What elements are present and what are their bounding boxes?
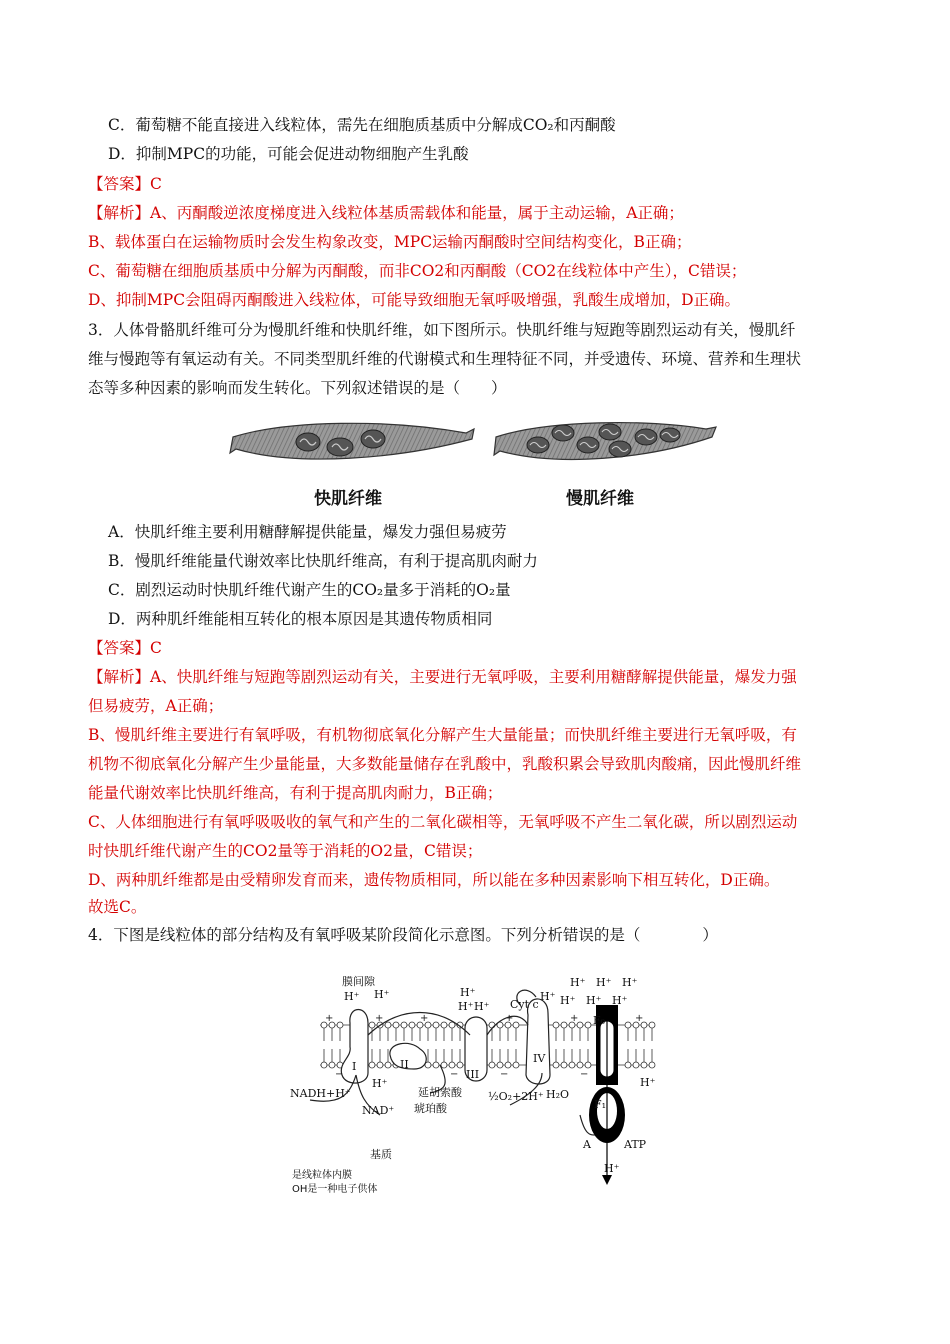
figure-caption-2: OH是一种电子供体 — [292, 1184, 378, 1195]
fast-fiber-drawing — [230, 423, 474, 459]
slow-fiber-label: 慢肌纤维 — [566, 489, 634, 509]
proton-label: H⁺ — [460, 986, 476, 999]
svg-text:−: − — [335, 1069, 344, 1080]
q3-stem-line-3: 态等多种因素的影响而发生转化。下列叙述错误的是（ ） — [88, 379, 507, 397]
proton-label: H⁺ — [374, 988, 390, 1001]
proton-label: H⁺ — [458, 1000, 474, 1013]
q3-answer — [88, 638, 868, 658]
svg-text:+: + — [375, 1013, 384, 1024]
q2-analysis-line-1 — [88, 203, 868, 223]
f1-label: F₁ — [594, 1098, 607, 1111]
q3-analysis-line-8: D、两种肌纤维都是由受精卵发育而来，遗传物质相同，所以能在多种因素影响下相互转化，D正确。 — [88, 871, 780, 889]
nadh-label: NADH+H⁺ — [290, 1087, 351, 1100]
q3-analysis-line-5: 能量代谢效率比快肌纤维高，有利于提高肌肉耐力，B正确； — [88, 784, 503, 802]
water-label: H₂O — [546, 1088, 570, 1101]
proton-label: H⁺ — [612, 994, 628, 1007]
q3-stem-line-1: 3．人体骨骼肌纤维可分为慢肌纤维和快肌纤维，如下图所示。快肌纤维与短跑等剧烈运动有关，慢肌纤 — [88, 321, 796, 339]
proton-label: H⁺ — [372, 1077, 388, 1090]
proton-label: H⁺ — [622, 976, 638, 989]
answer-tag: 【答案】 — [88, 175, 151, 193]
svg-text:+: + — [505, 1013, 514, 1024]
proton-label: H⁺ — [540, 990, 556, 1003]
f0-label: F₀ — [593, 1014, 606, 1027]
atp-label: ATP — [624, 1138, 647, 1151]
q2-analysis-line-4: D、抑制MPC会阻碍丙酮酸进入线粒体，可能导致细胞无氧呼吸增强，乳酸生成增加，D正确。 — [88, 291, 741, 309]
matrix-label: 基质 — [370, 1148, 392, 1161]
proton-label: H⁺ — [344, 990, 360, 1003]
svg-text:−: − — [500, 1069, 509, 1080]
svg-text:−: − — [580, 1069, 589, 1080]
proton-label: H⁺ — [604, 1162, 620, 1175]
answer-value: C — [150, 639, 162, 657]
oxygen-label: ½O₂+2H⁺ — [488, 1090, 544, 1103]
complex-ii-label: II — [400, 1058, 409, 1071]
succinate-label: 琥珀酸 — [414, 1102, 447, 1115]
muscle-fiber-figure — [228, 415, 718, 485]
complex-i-label: I — [352, 1060, 357, 1073]
q4-stem: 4．下图是线粒体的部分结构及有氧呼吸某阶段简化示意图。下列分析错误的是（ ） — [88, 926, 718, 944]
intermembrane-label: 膜间隙 — [342, 975, 375, 988]
analysis-text: A、快肌纤维与短跑等剧烈运动有关，主要进行无氧呼吸，主要利用糖酵解提供能量，爆发力强 — [150, 668, 797, 686]
proton-label: H⁺ — [640, 1076, 656, 1089]
svg-text:+: + — [420, 1013, 429, 1024]
proton-label: H⁺ — [596, 976, 612, 989]
proton-label: H⁺ — [586, 994, 602, 1007]
q3-stem-line-2: 维与慢跑等有氧运动有关。不同类型肌纤维的代谢模式和生理特征不同，并受遗传、环境、营养和生理状 — [88, 350, 802, 368]
q3-analysis-line-1 — [88, 667, 868, 687]
svg-text:+: + — [635, 1013, 644, 1024]
analysis-text: A、丙酮酸逆浓度梯度进入线粒体基质需载体和能量，属于主动运输，A正确； — [150, 204, 684, 222]
q2-option-d: D．抑制MPC的功能，可能会促进动物细胞产生乳酸 — [108, 145, 469, 163]
a-label: A — [583, 1138, 591, 1151]
figure-caption-1: 是线粒体内膜 — [292, 1170, 352, 1181]
q3-option-b: B．慢肌纤维能量代谢效率比快肌纤维高，有利于提高肌肉耐力 — [108, 552, 538, 570]
q2-analysis-line-3: C、葡萄糖在细胞质基质中分解为丙酮酸，而非CO2和丙酮酸（CO2在线粒体中产生），C错误； — [88, 262, 747, 280]
q3-option-a: A．快肌纤维主要利用糖酵解提供能量，爆发力强但易疲劳 — [108, 523, 507, 541]
analysis-tag: 【解析】 — [88, 204, 151, 222]
fumarate-label: 延胡索酸 — [418, 1086, 462, 1099]
q3-analysis-line-9: 故选C。 — [88, 898, 147, 916]
proton-label: H⁺ — [474, 1000, 490, 1013]
q2-option-c: C．葡萄糖不能直接进入线粒体，需先在细胞质基质中分解成CO₂和丙酮酸 — [108, 116, 616, 134]
proton-label: H⁺ — [560, 994, 576, 1007]
svg-text:+: + — [570, 1013, 579, 1024]
q3-analysis-line-2: 但易疲劳，A正确； — [88, 697, 224, 715]
complex-iv-label: IV — [533, 1052, 546, 1065]
q3-option-c: C．剧烈运动时快肌纤维代谢产生的CO₂量多于消耗的O₂量 — [108, 581, 511, 599]
q3-analysis-line-7: 时快肌纤维代谢产生的CO2量等于消耗的O2量，C错误； — [88, 842, 483, 860]
nad-label: NAD⁺ — [362, 1104, 395, 1117]
complex-iv — [526, 999, 550, 1084]
svg-text:−: − — [450, 1069, 459, 1080]
q3-option-d: D．两种肌纤维能相互转化的根本原因是其遗传物质相同 — [108, 610, 493, 628]
q3-analysis-line-6: C、人体细胞进行有氧呼吸吸收的氧气和产生的二氧化碳相等，无氧呼吸不产生二氧化碳，所以剧烈运动 — [88, 813, 798, 831]
q3-analysis-line-3: B、慢肌纤维主要进行有氧呼吸，有机物彻底氧化分解产生大量能量；而快肌纤维主要进行无氧呼吸，有 — [88, 726, 797, 744]
complex-iii-label: III — [466, 1068, 480, 1081]
proton-label: H⁺ — [570, 976, 586, 989]
q2-answer — [88, 174, 868, 194]
fast-fiber-label: 快肌纤维 — [314, 489, 382, 509]
answer-tag: 【答案】 — [88, 639, 151, 657]
analysis-tag: 【解析】 — [88, 668, 151, 686]
answer-value: C — [150, 175, 162, 193]
slow-fiber-drawing — [494, 423, 716, 460]
cyt-c-label: Cyt c — [510, 998, 539, 1011]
q3-analysis-line-4: 机物不彻底氧化分解产生少量能量，大多数能量储存在乳酸中，乳酸积累会导致肌肉酸痛，因此慢肌纤维 — [88, 755, 802, 773]
svg-text:+: + — [325, 1013, 334, 1024]
q2-analysis-line-2: B、载体蛋白在运输物质时会发生构象改变，MPC运输丙酮酸时空间结构变化，B正确； — [88, 233, 692, 251]
atp-synthase — [589, 1005, 625, 1185]
